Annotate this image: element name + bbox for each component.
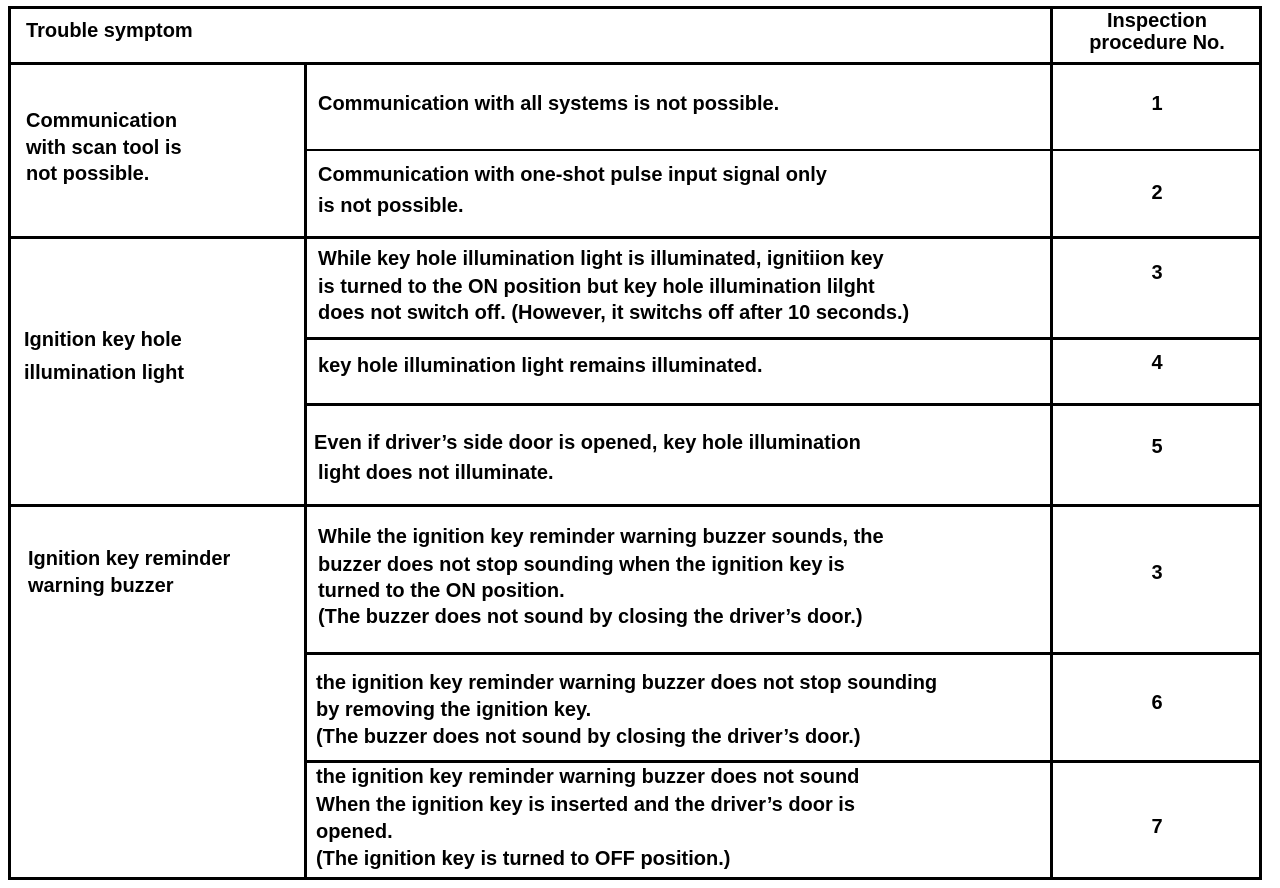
symptom-text-line: the ignition key reminder warning buzzer does not stop sounding — [316, 672, 938, 694]
procedure-number: 7 — [1151, 816, 1163, 838]
symptom-text-line: buzzer does not stop sounding when the ignition key is — [318, 554, 845, 576]
symptom-text-line: is turned to the ON position but key hole illumination lilght — [318, 276, 875, 298]
symptom-text-line: light does not illuminate. — [318, 462, 554, 484]
symptom-text-line: is not possible. — [318, 195, 464, 217]
group-label-line: warning buzzer — [28, 575, 174, 597]
symptom-text-line: While the ignition key reminder warning buzzer sounds, the — [318, 526, 884, 548]
symptom-text-line: opened. — [316, 821, 393, 843]
row-divider — [306, 149, 1262, 151]
symptom-text-line: (The buzzer does not sound by closing the driver’s door.) — [318, 606, 863, 628]
procedure-number: 6 — [1151, 692, 1163, 714]
header-trouble-symptom: Trouble symptom — [26, 20, 193, 42]
row-divider — [306, 403, 1262, 406]
group-label-line: with scan tool is — [26, 137, 182, 159]
symptom-text-line: (The ignition key is turned to OFF position.) — [316, 848, 731, 870]
group-label-line: Ignition key reminder — [28, 548, 231, 570]
column-divider-symptom — [304, 62, 307, 880]
symptom-text-line: When the ignition key is inserted and the driver’s door is — [316, 794, 855, 816]
procedure-number: 5 — [1151, 436, 1163, 458]
symptom-text-line: (The buzzer does not sound by closing the driver’s door.) — [316, 726, 861, 748]
symptom-text-line: While key hole illumination light is illuminated, ignitiion key — [318, 248, 884, 270]
symptom-text-line: Communication with all systems is not possible. — [318, 93, 780, 115]
table-border-left — [8, 6, 11, 880]
row-divider — [306, 652, 1262, 655]
group-label-line: illumination light — [24, 362, 184, 384]
group-divider — [8, 504, 1262, 507]
procedure-number: 1 — [1151, 93, 1163, 115]
group-divider — [8, 236, 1262, 239]
symptom-text-line: Communication with one-shot pulse input signal only — [318, 164, 827, 186]
symptom-text-line: turned to the ON position. — [318, 580, 565, 602]
procedure-number: 4 — [1151, 352, 1163, 374]
header-inspection-line2: procedure No. — [1089, 32, 1225, 54]
procedure-number: 3 — [1151, 262, 1163, 284]
group-label-line: Communication — [26, 110, 178, 132]
symptom-text-line: Even if driver’s side door is opened, key hole illumination — [314, 432, 861, 454]
symptom-text-line: does not switch off. (However, it switchs off after 10 seconds.) — [318, 302, 910, 324]
row-divider — [306, 337, 1262, 340]
symptom-text-line: key hole illumination light remains illuminated. — [318, 355, 763, 377]
row-divider — [306, 760, 1262, 763]
group-label-line: not possible. — [26, 163, 150, 185]
header-inspection-line1: Inspection — [1106, 10, 1207, 32]
symptom-text-line: the ignition key reminder warning buzzer does not sound — [316, 766, 860, 788]
table-border-bottom — [8, 877, 1262, 880]
symptom-text-line: by removing the ignition key. — [316, 699, 592, 721]
procedure-number: 3 — [1151, 562, 1163, 584]
group-label-line: Ignition key hole — [24, 329, 182, 351]
procedure-number: 2 — [1151, 182, 1163, 204]
header-divider — [8, 62, 1262, 65]
